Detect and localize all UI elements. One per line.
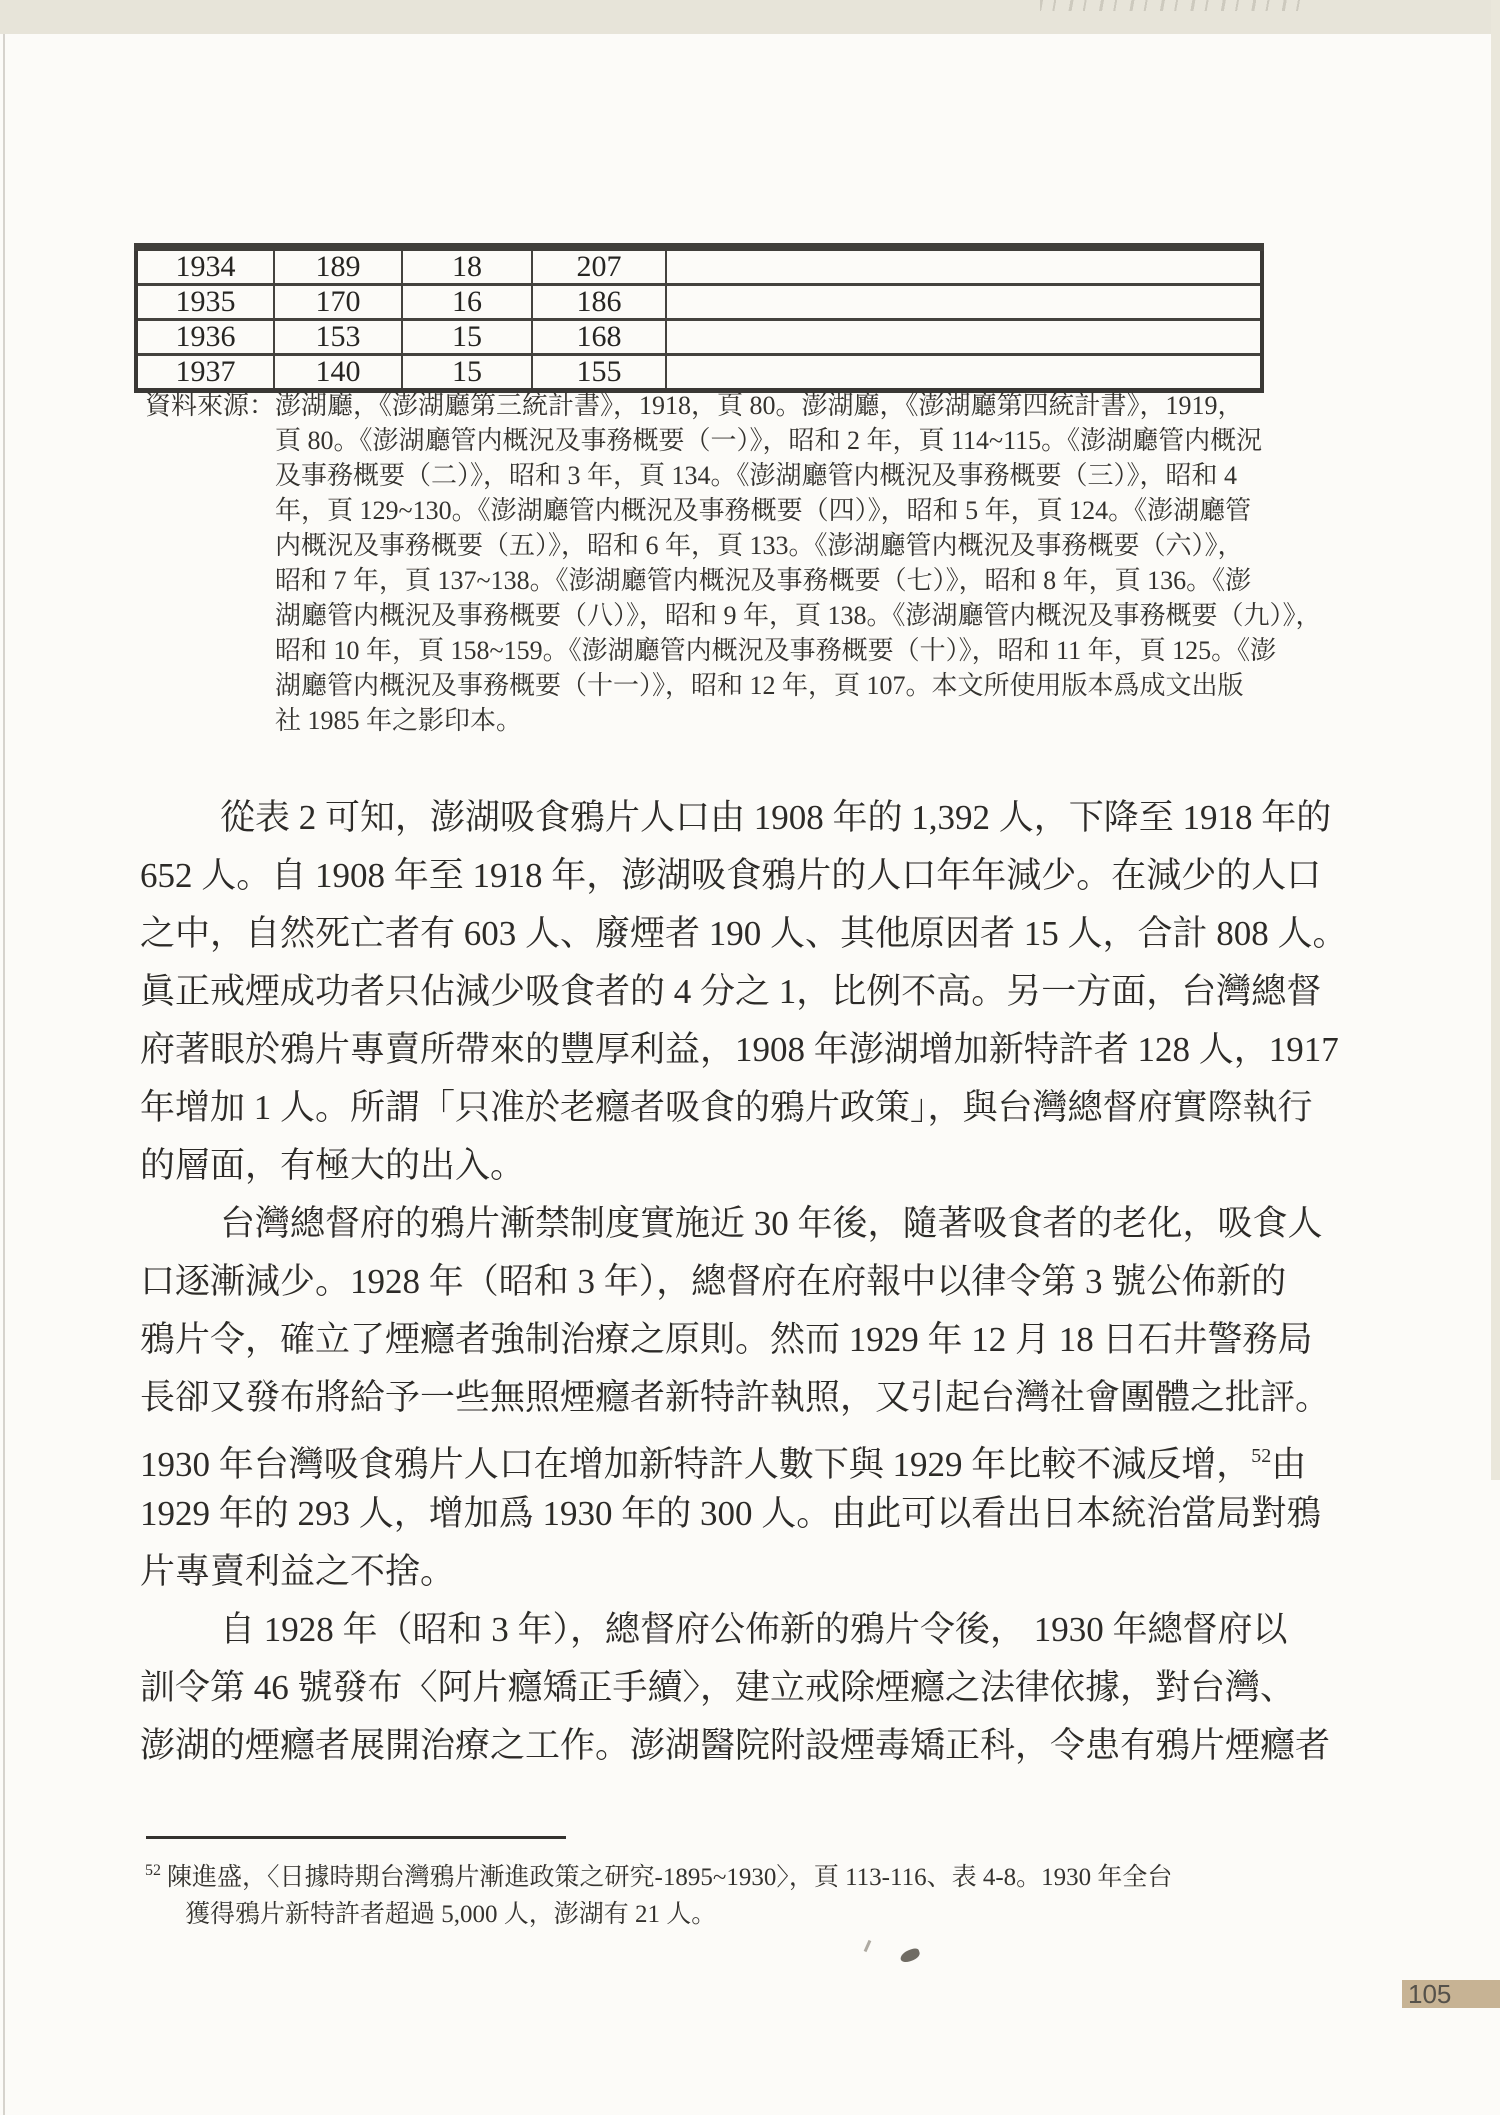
- source-note-line: 昭和 7 年，頁 137~138。《澎湖廳管内概況及事務概要（七）》，昭和 8 年，頁 136。《澎: [275, 566, 1252, 595]
- body-line: 口逐漸減少。1928 年（昭和 3 年），總督府在府報中以律令第 3 號公佈新的: [140, 1262, 1287, 1301]
- table-cell: 207: [532, 247, 666, 285]
- table-cell-empty: [666, 285, 1262, 320]
- body-line: 鴉片令，確立了煙癮者強制治療之原則。然而 1929 年 12 月 18 日石井警務局: [140, 1320, 1313, 1359]
- source-note-line: 社 1985 年之影印本。: [275, 706, 523, 735]
- table-cell-empty: [666, 320, 1262, 355]
- table-cell: 170: [274, 285, 402, 320]
- table-row: [136, 247, 1262, 285]
- body-line: 台灣總督府的鴉片漸禁制度實施近 30 年後，隨著吸食者的老化，吸食人: [220, 1204, 1323, 1243]
- table-cell: 15: [402, 355, 532, 391]
- table-cell: 153: [274, 320, 402, 355]
- body-line-text: 由: [1271, 1445, 1307, 1484]
- footnote-separator-rule: [146, 1836, 566, 1839]
- statistics-table: [134, 243, 1264, 393]
- table-cell-empty: [666, 247, 1262, 285]
- source-note-line: 湖廳管内概況及事務概要（八）》，昭和 9 年，頁 138。《澎湖廳管内概況及事務概要（九）》，: [275, 601, 1322, 630]
- ink-speck: [864, 1940, 872, 1952]
- table-cell: 16: [402, 285, 532, 320]
- table-cell: 186: [532, 285, 666, 320]
- page-number-tab: [1402, 1980, 1500, 2008]
- source-note-line: 年，頁 129~130。《澎湖廳管内概況及事務概要（四）》，昭和 5 年，頁 124。《澎湖廳管: [275, 496, 1252, 525]
- body-line: 652 人。自 1908 年至 1918 年，澎湖吸食鴉片的人口年年減少。在減少的人口: [140, 856, 1322, 895]
- table-row: [136, 285, 1262, 320]
- body-line: 府著眼於鴉片專賣所帶來的豐厚利益，1908 年澎湖增加新特許者 128 人，1917: [140, 1030, 1339, 1069]
- source-note-line: 及事務概要（二）》，昭和 3 年，頁 134。《澎湖廳管内概況及事務概要（三）》，昭和 4: [275, 461, 1238, 490]
- footnote-number: 52: [145, 1862, 161, 1879]
- table-cell: 189: [274, 247, 402, 285]
- table-cell-empty: [666, 355, 1262, 391]
- body-line: 1929 年的 293 人，增加爲 1930 年的 300 人。由此可以看出日本統治當局對鴉: [140, 1494, 1322, 1533]
- footnote-line: 獲得鴉片新特許者超過 5,000 人，澎湖有 21 人。: [185, 1901, 717, 1928]
- source-note-line: 頁 80。《澎湖廳管内概況及事務概要（一）》，昭和 2 年，頁 114~115。《澎湖廳管内概況: [275, 426, 1263, 455]
- footnote-reference-52: 52: [1251, 1445, 1272, 1467]
- body-line: 的層面，有極大的出入。: [140, 1146, 526, 1185]
- body-line-text: 1930 年台灣吸食鴉片人口在增加新特許人數下與 1929 年比較不減反增，: [140, 1445, 1252, 1484]
- body-line: 自 1928 年（昭和 3 年），總督府公佈新的鴉片令後， 1930 年總督府以: [220, 1610, 1288, 1649]
- footnote-text: 陳進盛，〈日據時期台灣鴉片漸進政策之研究-1895~1930〉，頁 113-116、表 4-8。1930 年全台: [167, 1864, 1173, 1891]
- table-cell-year: 1937: [136, 355, 274, 391]
- source-note-line: 昭和 10 年，頁 158~159。《澎湖廳管内概況及事務概要（十）》，昭和 11 年，頁 125。《澎: [275, 636, 1277, 665]
- table-cell: 18: [402, 247, 532, 285]
- table-cell-year: 1934: [136, 247, 274, 285]
- table-cell-year: 1936: [136, 320, 274, 355]
- table-cell-year: 1935: [136, 285, 274, 320]
- source-note-line: 湖廳管内概況及事務概要（十一）》，昭和 12 年，頁 107。本文所使用版本爲成文出版: [275, 671, 1244, 700]
- table-row: [136, 355, 1262, 391]
- table-cell: 168: [532, 320, 666, 355]
- scan-right-edge-band: [1491, 0, 1500, 1480]
- body-text: [140, 789, 1348, 1775]
- body-line: 年增加 1 人。所謂「只准於老癮者吸食的鴉片政策」，與台灣總督府實際執行: [140, 1088, 1313, 1127]
- body-line: 澎湖的煙癮者展開治療之工作。澎湖醫院附設煙毒矯正科，令患有鴉片煙癮者: [140, 1726, 1331, 1765]
- page-number: 105: [1408, 1979, 1452, 2009]
- body-line: 片專賣利益之不捨。: [140, 1552, 456, 1591]
- footnote-52: [145, 1852, 1285, 1933]
- table-row: [136, 320, 1262, 355]
- table-source-note: [145, 388, 1322, 738]
- body-line: 長卻又發布將給予一些無照煙癮者新特許執照，又引起台灣社會團體之批評。: [140, 1378, 1331, 1417]
- body-line: 之中，自然死亡者有 603 人、廢煙者 190 人、其他原因者 15 人，合計 808 人。: [140, 914, 1348, 953]
- table-cell: 140: [274, 355, 402, 391]
- body-line: 從表 2 可知，澎湖吸食鴉片人口由 1908 年的 1,392 人，下降至 1918 年的: [220, 798, 1332, 837]
- footnote-line: [145, 1852, 1285, 1896]
- body-line: 眞正戒煙成功者只佔減少吸食者的 4 分之 1，比例不高。另一方面，台灣總督: [140, 972, 1322, 1011]
- table-cell: 15: [402, 320, 532, 355]
- source-note-line: 内概況及事務概要（五）》，昭和 6 年，頁 133。《澎湖廳管内概況及事務概要（六）》，: [275, 531, 1244, 560]
- ink-speck: [899, 1947, 921, 1964]
- scan-left-edge-line: [3, 34, 5, 2115]
- source-note-line: 資料來源：澎湖廳，《澎湖廳第三統計書》，1918，頁 80。澎湖廳，《澎湖廳第四統計書》，1919，: [145, 391, 1244, 420]
- body-line: 訓令第 46 號發布〈阿片癮矯正手續〉，建立戒除煙癮之法律依據，對台灣、: [140, 1668, 1296, 1707]
- pencil-mark-artifact: [1040, 0, 1310, 11]
- table-cell: 155: [532, 355, 666, 391]
- body-line-with-footnote-ref: [140, 1427, 1307, 1485]
